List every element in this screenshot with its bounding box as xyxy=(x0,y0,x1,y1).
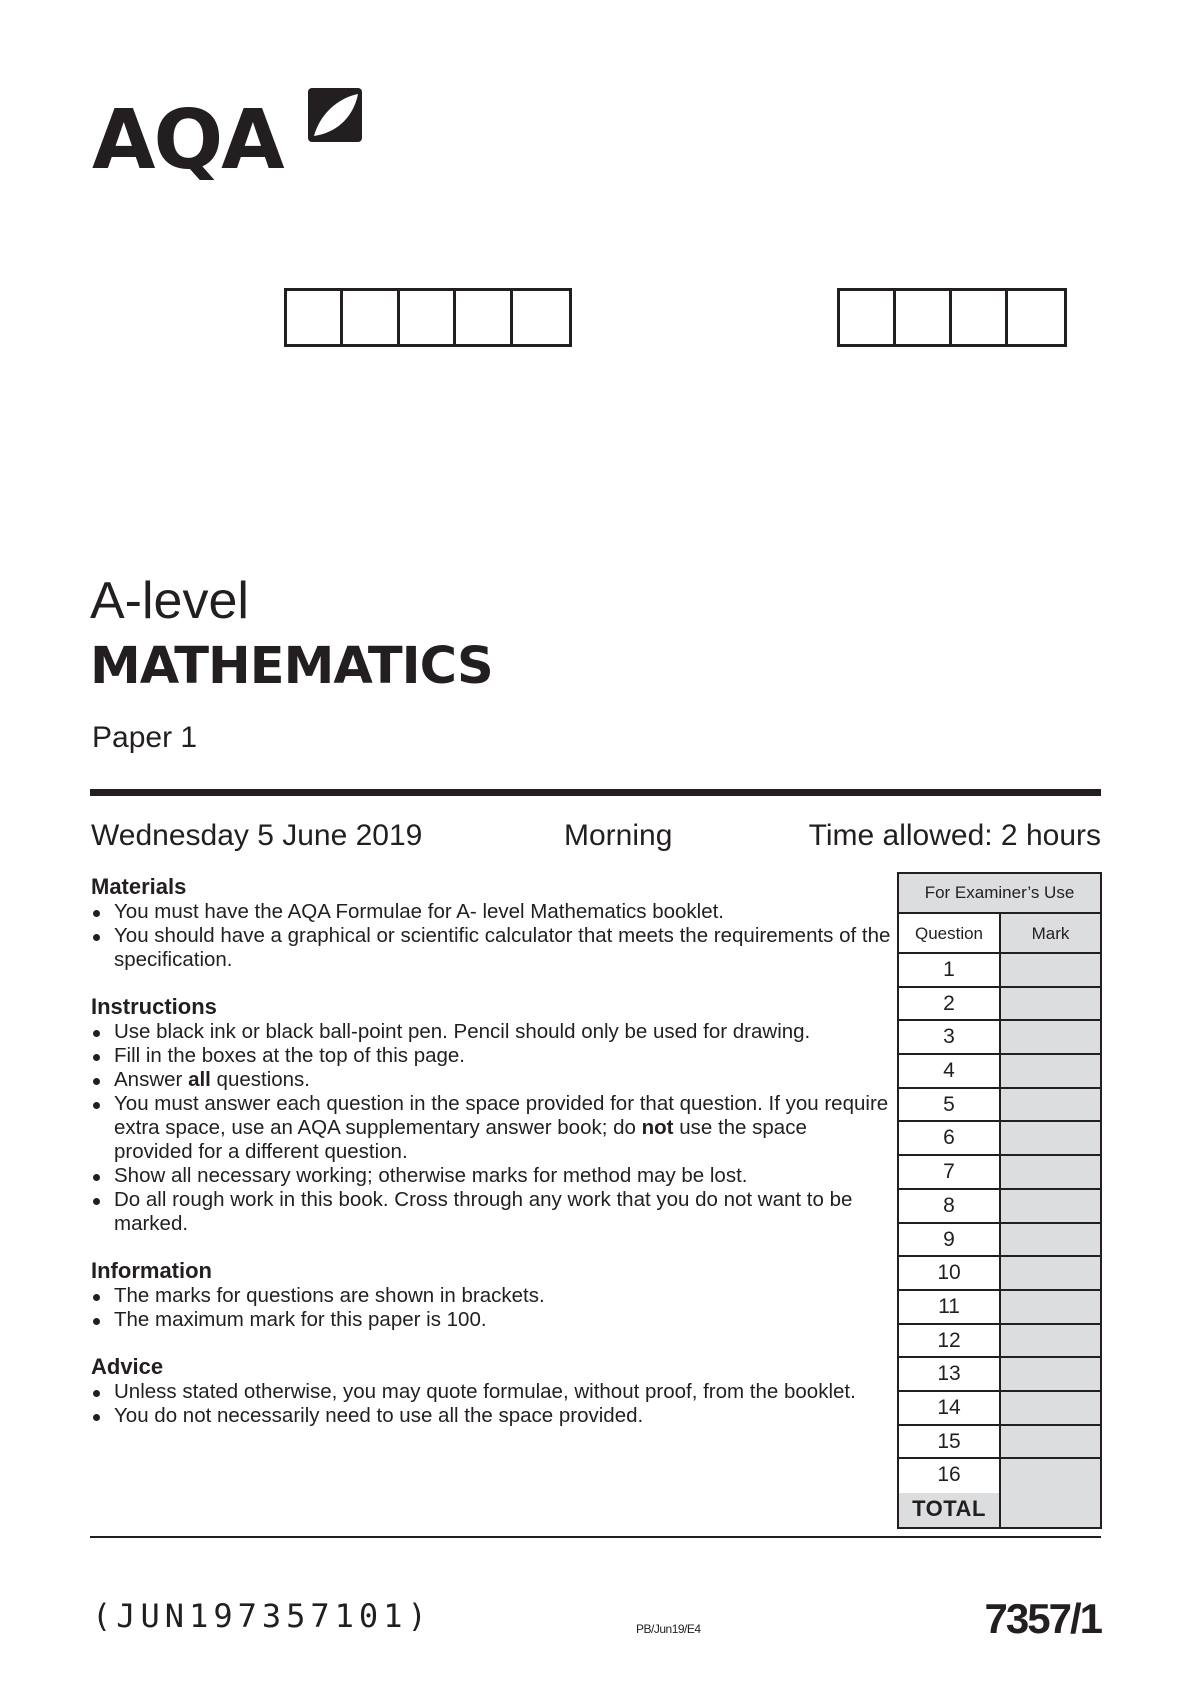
barcode-text: (JUN197357101) xyxy=(92,1597,432,1635)
mark-cell[interactable] xyxy=(1001,1156,1100,1188)
table-row xyxy=(899,1257,1100,1291)
mark-cell[interactable] xyxy=(1001,1021,1100,1053)
mark-cell[interactable] xyxy=(1001,1122,1100,1154)
table-row xyxy=(899,1156,1100,1190)
materials-heading: Materials xyxy=(91,874,187,899)
question-number: 8 xyxy=(899,1190,1001,1222)
table-row xyxy=(899,1055,1100,1089)
mark-cell[interactable] xyxy=(1001,1055,1100,1087)
centre-number-cell[interactable] xyxy=(513,291,569,344)
mark-cell[interactable] xyxy=(1001,1426,1100,1458)
question-number: 3 xyxy=(899,1021,1001,1053)
mark-cell[interactable] xyxy=(1001,1358,1100,1390)
emphasis: not xyxy=(641,1116,674,1139)
question-number: 5 xyxy=(899,1089,1001,1121)
total-row xyxy=(899,1493,1100,1527)
list-item: Show all necessary working; otherwise marks for method may be lost. xyxy=(91,1164,891,1188)
question-number: 7 xyxy=(899,1156,1001,1188)
table-row xyxy=(899,988,1100,1022)
question-number: 13 xyxy=(899,1358,1001,1390)
mark-cell[interactable] xyxy=(1001,1089,1100,1121)
question-number: 15 xyxy=(899,1426,1001,1458)
subject-title: MATHEMATICS xyxy=(90,637,493,696)
text-run: use the space provided for a different question. xyxy=(114,1116,807,1163)
advice-list xyxy=(91,1380,891,1428)
information-heading: Information xyxy=(91,1258,212,1283)
text-run: Answer xyxy=(114,1068,189,1091)
question-number: 16 xyxy=(899,1459,1001,1493)
centre-number-boxes[interactable] xyxy=(284,288,572,347)
instructions-heading: Instructions xyxy=(91,994,217,1019)
list-item: Unless stated otherwise, you may quote formulae, without proof, from the booklet. xyxy=(91,1380,891,1404)
mark-cell[interactable] xyxy=(1001,954,1100,986)
leaf-icon xyxy=(308,88,362,142)
table-row xyxy=(899,1459,1100,1493)
information-list xyxy=(91,1284,891,1332)
column-header-question: Question xyxy=(899,914,1001,952)
print-reference: PB/Jun19/E4 xyxy=(636,1622,701,1636)
centre-number-cell[interactable] xyxy=(400,291,456,344)
table-row xyxy=(899,1291,1100,1325)
text-run: You must answer each question in the space provided for that question. If you require extra space, use an AQA supplementary answer book; do xyxy=(114,1092,889,1139)
instructions-list xyxy=(91,1020,891,1236)
qualification-level: A-level xyxy=(90,572,249,630)
examiner-table-header xyxy=(899,914,1100,954)
list-item: The marks for questions are shown in brackets. xyxy=(91,1284,891,1308)
time-allowed: Time allowed: 2 hours xyxy=(808,819,1101,852)
list-item: The maximum mark for this paper is 100. xyxy=(91,1308,891,1332)
mark-cell[interactable] xyxy=(1001,1459,1100,1493)
instructions-panel xyxy=(91,874,891,1450)
question-number: 6 xyxy=(899,1122,1001,1154)
examiner-use-table xyxy=(897,872,1102,1529)
table-row xyxy=(899,1190,1100,1224)
emphasis: all xyxy=(188,1068,211,1091)
mark-cell[interactable] xyxy=(1001,988,1100,1020)
list-item: Use black ink or black ball-point pen. Pencil should only be used for drawing. xyxy=(91,1020,891,1044)
mark-cell[interactable] xyxy=(1001,1190,1100,1222)
paper-code: 7357/1 xyxy=(984,1595,1101,1642)
question-number: 4 xyxy=(899,1055,1001,1087)
exam-date: Wednesday 5 June 2019 xyxy=(91,819,423,852)
table-row xyxy=(899,1325,1100,1359)
question-number: 12 xyxy=(899,1325,1001,1357)
paper-number: Paper 1 xyxy=(92,721,198,754)
mark-cell[interactable] xyxy=(1001,1291,1100,1323)
column-header-mark: Mark xyxy=(1001,914,1100,952)
question-number: 11 xyxy=(899,1291,1001,1323)
centre-number-cell[interactable] xyxy=(456,291,512,344)
mark-cell[interactable] xyxy=(1001,1392,1100,1424)
total-mark-cell[interactable] xyxy=(1001,1493,1100,1527)
materials-list xyxy=(91,900,891,972)
list-item xyxy=(91,1092,891,1164)
list-item: You should have a graphical or scientific calculator that meets the requirements of the specification. xyxy=(91,924,891,972)
question-number: 10 xyxy=(899,1257,1001,1289)
table-row xyxy=(899,1358,1100,1392)
logo-text: AQA xyxy=(92,93,283,188)
list-item xyxy=(91,1068,891,1092)
candidate-number-cell[interactable] xyxy=(952,291,1008,344)
centre-number-cell[interactable] xyxy=(343,291,399,344)
divider-thick xyxy=(90,789,1101,796)
table-row xyxy=(899,1122,1100,1156)
examiner-table-title: For Examiner’s Use xyxy=(899,874,1100,914)
table-row xyxy=(899,1224,1100,1258)
table-row xyxy=(899,1426,1100,1460)
question-number: 2 xyxy=(899,988,1001,1020)
list-item: You must have the AQA Formulae for A- level Mathematics booklet. xyxy=(91,900,891,924)
aqa-logo xyxy=(92,86,362,188)
candidate-number-cell[interactable] xyxy=(840,291,896,344)
question-number: 1 xyxy=(899,954,1001,986)
text-run: questions. xyxy=(210,1068,311,1091)
centre-number-cell[interactable] xyxy=(287,291,343,344)
candidate-number-cell[interactable] xyxy=(896,291,952,344)
mark-cell[interactable] xyxy=(1001,1325,1100,1357)
divider-thin xyxy=(90,1536,1101,1538)
advice-heading: Advice xyxy=(91,1354,164,1379)
candidate-number-boxes[interactable] xyxy=(837,288,1067,347)
list-item: Do all rough work in this book. Cross through any work that you do not want to be marked. xyxy=(91,1188,891,1236)
list-item: You do not necessarily need to use all the space provided. xyxy=(91,1404,891,1428)
exam-session: Morning xyxy=(564,819,673,852)
table-row xyxy=(899,954,1100,988)
table-row xyxy=(899,1089,1100,1123)
table-row xyxy=(899,1021,1100,1055)
mark-cell[interactable] xyxy=(1001,1224,1100,1256)
question-number: 14 xyxy=(899,1392,1001,1424)
question-number: 9 xyxy=(899,1224,1001,1256)
candidate-number-cell[interactable] xyxy=(1008,291,1064,344)
mark-cell[interactable] xyxy=(1001,1257,1100,1289)
total-label: TOTAL xyxy=(899,1493,1001,1527)
table-row xyxy=(899,1392,1100,1426)
list-item: Fill in the boxes at the top of this page. xyxy=(91,1044,891,1068)
